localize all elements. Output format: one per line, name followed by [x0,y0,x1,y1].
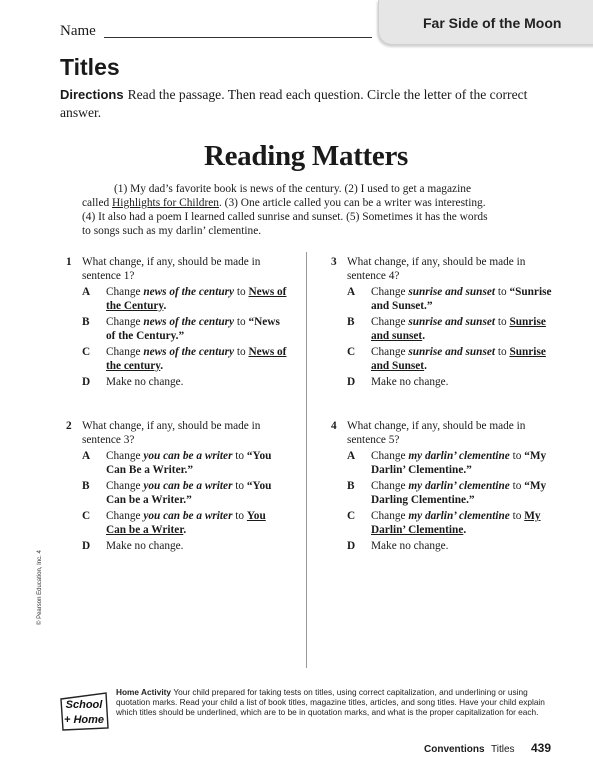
tab-title: Far Side of the Moon [423,15,562,31]
home-activity [116,687,556,718]
option-target: you can be a writer [143,450,233,462]
question-prompt: What change, if any, should be made in sentence 4? [347,256,526,282]
option-pre: Make no change. [106,540,184,552]
copyright: © Pearson Education, Inc. 4 [37,550,43,625]
option-letter: C [347,346,356,358]
option-result: “You Can Be a Writer.” [106,450,272,476]
option-text [371,376,553,390]
question-number: 1 [66,256,72,268]
option-mid: to [509,450,525,462]
option-pre: Make no change. [106,376,184,388]
option-text [371,316,553,343]
option-letter: A [82,286,91,298]
option-text [371,540,553,554]
option-letter: D [82,376,91,388]
option-mid: to [234,286,249,298]
directions-label: Directions [60,87,124,102]
passage-title: Reading Matters [203,140,409,172]
option-target: you can be a writer [143,480,233,492]
option-pre: Make no change. [371,376,449,388]
option-target: my darlin’ clementine [408,480,510,492]
option-mid: to [232,450,247,462]
option-text [371,450,553,477]
logo-line-2: + Home [63,714,105,726]
option-letter: C [347,510,356,522]
page-number: 439 [531,741,552,755]
option-post: . [424,359,427,372]
option-mid: to [509,510,525,522]
footer-section: Conventions [424,744,485,755]
home-activity-text: Your child prepared for taking tests on titles, using correct capitalization, and underlining or using quotation marks. Read your child a list of book titles, magazine titles, articles, and song titles. Have your child explain which titles should be underlined, which are to be in quotation marks, and what is the proper capitalization for each. [116,687,545,718]
option-text [106,480,288,507]
option-result: News of the century [106,346,287,372]
option-target: sunrise and sunset [408,286,495,298]
passage-text [82,182,488,238]
magazine-title: Highlights for Children [112,197,219,209]
option-pre: Change [371,450,409,462]
option-pre: Change [371,316,409,328]
option-post: . [160,359,164,372]
option-text [106,346,288,373]
option-mid: to [234,316,249,328]
page-title: Titles [60,54,120,80]
option-text [106,376,288,390]
option-target: news of the century [143,346,235,358]
directions [60,86,530,122]
option-mid: to [495,286,510,298]
option-letter: B [82,316,90,328]
question-prompt: What change, if any, should be made in sentence 5? [347,420,526,446]
option-mid: to [509,480,525,492]
name-label: Name [60,23,96,39]
option-letter: D [82,540,91,552]
option-pre: Change [106,286,144,298]
option-target: my darlin’ clementine [408,450,510,462]
passage-part-1: (1) My dad’s favorite book is news of the century. (2) I used to get a magazine called [82,183,472,209]
option-text [371,346,553,373]
option-letter: C [82,346,91,358]
option-post: . [463,523,467,536]
question-number: 3 [331,256,337,268]
column-divider [306,252,307,668]
option-pre: Change [371,286,409,298]
question-number: 2 [66,420,72,432]
option-target: my darlin’ clementine [408,510,510,522]
option-letter: A [347,450,356,462]
option-result: News of the Century [106,286,287,312]
option-letter: B [82,480,90,492]
header-tab [378,0,593,45]
option-mid: to [232,510,247,522]
option-pre: Change [106,480,144,492]
option-letter: B [347,480,355,492]
option-pre: Change [371,510,409,522]
option-post: . [422,329,426,342]
option-mid: to [232,480,247,492]
option-text [106,450,288,477]
option-pre: Change [106,346,144,358]
option-post: . [163,299,167,312]
option-pre: Make no change. [371,540,449,552]
option-result: “You Can be a Writer.” [106,480,272,506]
question-prompt: What change, if any, should be made in sentence 1? [82,256,261,282]
option-text [371,480,553,507]
option-pre: Change [371,346,409,358]
option-pre: Change [106,510,144,522]
option-pre: Change [106,316,144,328]
option-text [106,316,288,343]
option-letter: D [347,540,356,552]
option-letter: A [347,286,356,298]
option-text [106,510,288,537]
option-post: . [183,523,187,536]
option-target: sunrise and sunset [408,316,495,328]
question-prompt: What change, if any, should be made in sentence 3? [82,420,261,446]
question-number: 4 [331,420,337,432]
option-result: My Darlin’ Clementine [371,510,541,536]
option-letter: B [347,316,355,328]
option-letter: C [82,510,91,522]
option-target: you can be a writer [143,510,233,522]
option-mid: to [234,346,249,358]
option-letter: A [82,450,91,462]
option-text [106,540,288,554]
option-result: You Can be a Writer [106,510,266,536]
home-activity-label: Home Activity [116,687,172,697]
option-pre: Change [106,450,144,462]
option-result: “My Darling Clementine.” [371,480,547,506]
name-field-line[interactable] [104,37,372,38]
option-pre: Change [371,480,409,492]
option-text [371,286,553,313]
option-text [106,286,288,313]
option-result: “News of the Century.” [106,316,280,342]
option-result: Sunrise and sunset [371,316,546,342]
option-target: news of the century [143,316,235,328]
school-home-logo [58,690,110,732]
option-result: “My Darlin’ Clementine.” [371,450,547,476]
option-result: “Sunrise and Sunset.” [371,286,552,312]
directions-text: Read the passage. Then read each question. Circle the letter of the correct answer. [60,87,528,120]
option-target: sunrise and sunset [408,346,495,358]
option-mid: to [495,316,510,328]
option-result: Sunrise and Sunset [371,346,546,372]
logo-line-1: School [65,699,103,711]
passage-part-2: . (3) One article called you can be a writer was interesting. (4) It also had a poem I learned called sunrise and sunset. (5) Sometimes it has the words to songs such as my darlin’ clementine. [82,197,488,237]
option-letter: D [347,376,356,388]
option-mid: to [495,346,510,358]
footer-topic: Titles [491,744,515,755]
option-target: news of the century [143,286,235,298]
option-text [371,510,553,537]
